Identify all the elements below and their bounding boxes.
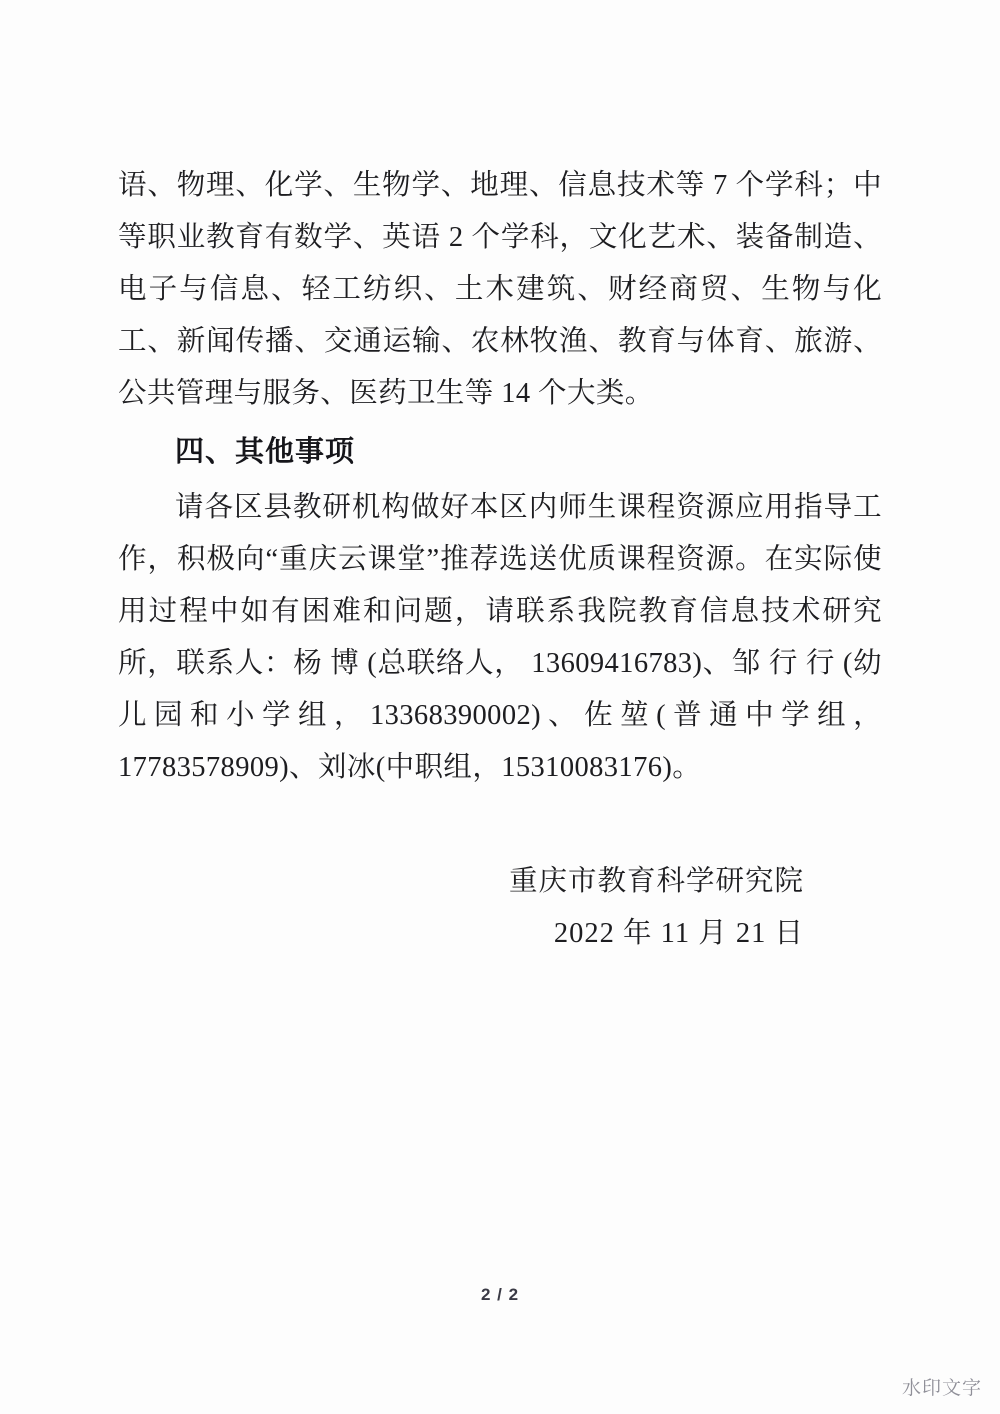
watermark-label: 水印文字 (901, 1378, 982, 1399)
section-heading-other-matters: 四、其他事项 (175, 436, 356, 468)
signature-date: 2022 年 11 月 21 日 (553, 918, 804, 949)
signature-organization: 重庆市教育科学研究院 (508, 866, 804, 897)
page-number: 2 / 2 (480, 1285, 520, 1304)
paragraph-other-matters-body: 请各区县教研机构做好本区内师生课程资源应用指导工作，积极向“重庆云课堂”推荐选送优质课程资源。在实际使用过程中如有困难和问题，请联系我院教育信息技术研究所，联系人：杨 博 (总联络人， 13609416783)、邹 行 行 (幼儿园和小学组，13368390002)、佐堃(普通中学组，17783578909)、刘冰(中职组，15310083176)。 (118, 492, 882, 783)
paragraph-subjects-continuation: 语、物理、化学、生物学、地理、信息技术等 7 个学科；中等职业教育有数学、英语 2 个学科，文化艺术、装备制造、电子与信息、轻工纺织、土木建筑、财经商贸、生物与化工、新闻传播、交通运输、农林牧渔、教育与体育、旅游、公共管理与服务、医药卫生等 14 个大类。 (118, 170, 882, 409)
signature-block (118, 856, 882, 960)
document-body (118, 160, 882, 960)
